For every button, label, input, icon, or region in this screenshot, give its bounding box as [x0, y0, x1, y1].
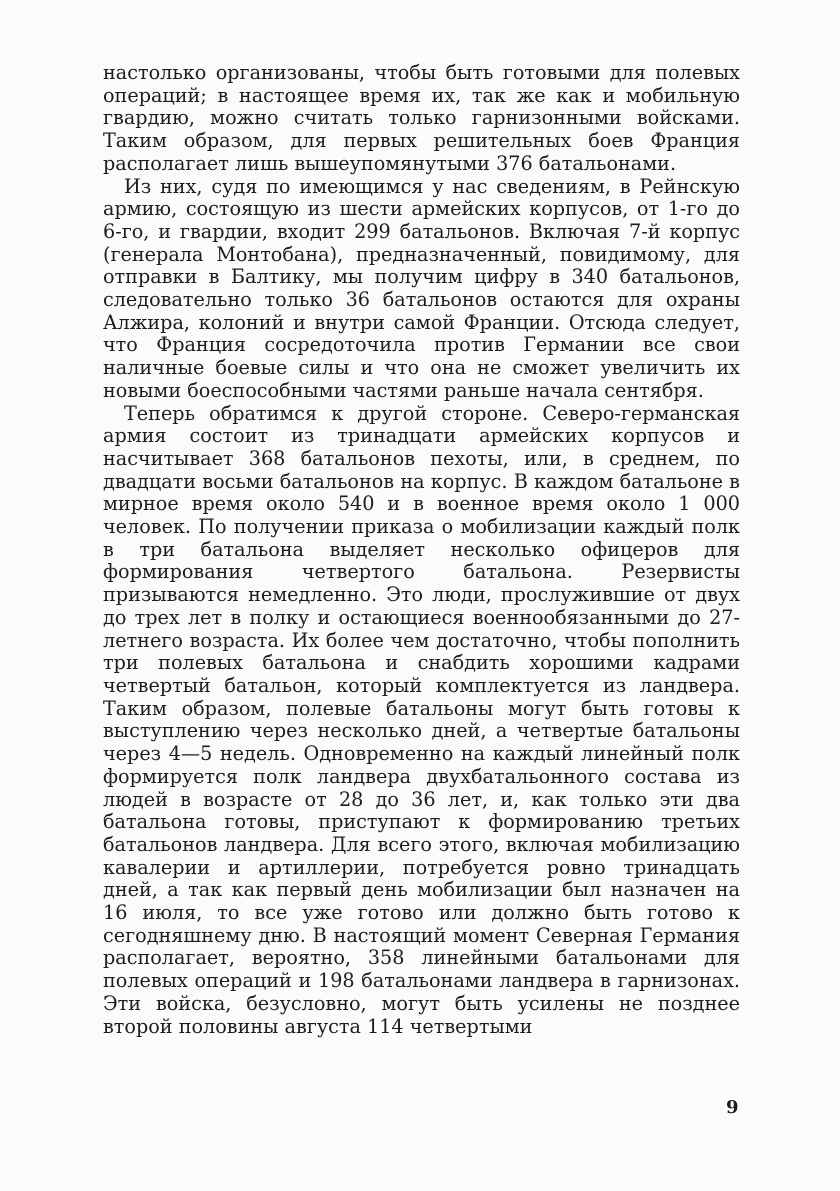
- page-number: 9: [726, 1097, 739, 1118]
- paragraph-rhine-army: Из них, судя по имеющимся у нас сведениям, в Рейнскую армию, состоящую из шести армейских корпусов, от 1-го до 6-го, и гвардии, входит 299 батальонов. Включая 7-й корпус (генерала Монтобана), предназначенный, повидимому, для отправки в Балтику, мы получим цифру в 340 батальонов, следовательно только 36 батальонов остаются для охраны Алжира, колоний и внутри самой Франции. Отсюда следует, что Франция сосредоточила против Германии все свои наличные боевые силы и что она не сможет увеличить их новыми боеспособными частями раньше начала сентября.: [103, 174, 740, 402]
- body-text: [103, 62, 740, 1038]
- paragraph-north-german-army: Теперь обратимся к другой стороне. Северо-германская армия состоит из тринадцати армейских корпусов и насчитывает 368 батальонов пехоты, или, в среднем, по двадцати восьми батальонов на корпус. В каждом батальоне в мирное время около 540 и в военное время около 1 000 человек. По получении приказа о мобилизации каждый полк в три батальона выделяет несколько офицеров для формирования четвертого батальона. Резервисты призываются немедленно. Это люди, прослужившие от двух до трех лет в полку и остающиеся военнообязанными до 27-летнего возраста. Их более чем достаточно, чтобы пополнить три полевых батальона и снабдить хорошими кадрами четвертый батальон, который комплектуется из ландвера. Таким образом, полевые батальоны могут быть готовы к выступлению через несколько дней, а четвертые батальоны через 4—5 недель. Одновременно на каждый линейный полк формируется полк ландвера двухбатальонного состава из людей в возрасте от 28 до 36 лет, и, как только эти два батальона готовы, приступают к формированию третьих батальонов ландвера. Для всего этого, включая мобилизацию кавалерии и артиллерии, потребуется ровно тринадцать дней, а так как первый день мобилизации был назначен на 16 июля, то все уже готово или должно быть готово к сегодняшнему дню. В настоящий момент Северная Германия располагает, вероятно, 358 линейными батальонами для полевых операций и 198 батальонами ландвера в гарнизонах. Эти войска, безусловно, могут быть усилены не позднее второй половины августа 114 четвертыми: [103, 401, 740, 1038]
- paragraph-continuation: настолько организованы, чтобы быть готовыми для полевых операций; в настоящее время их, так же как и мобильную гвардию, можно считать только гарнизонными войсками. Таким образом, для первых решительных боев Франция располагает лишь вышеупомянутыми 376 батальонами.: [103, 61, 740, 175]
